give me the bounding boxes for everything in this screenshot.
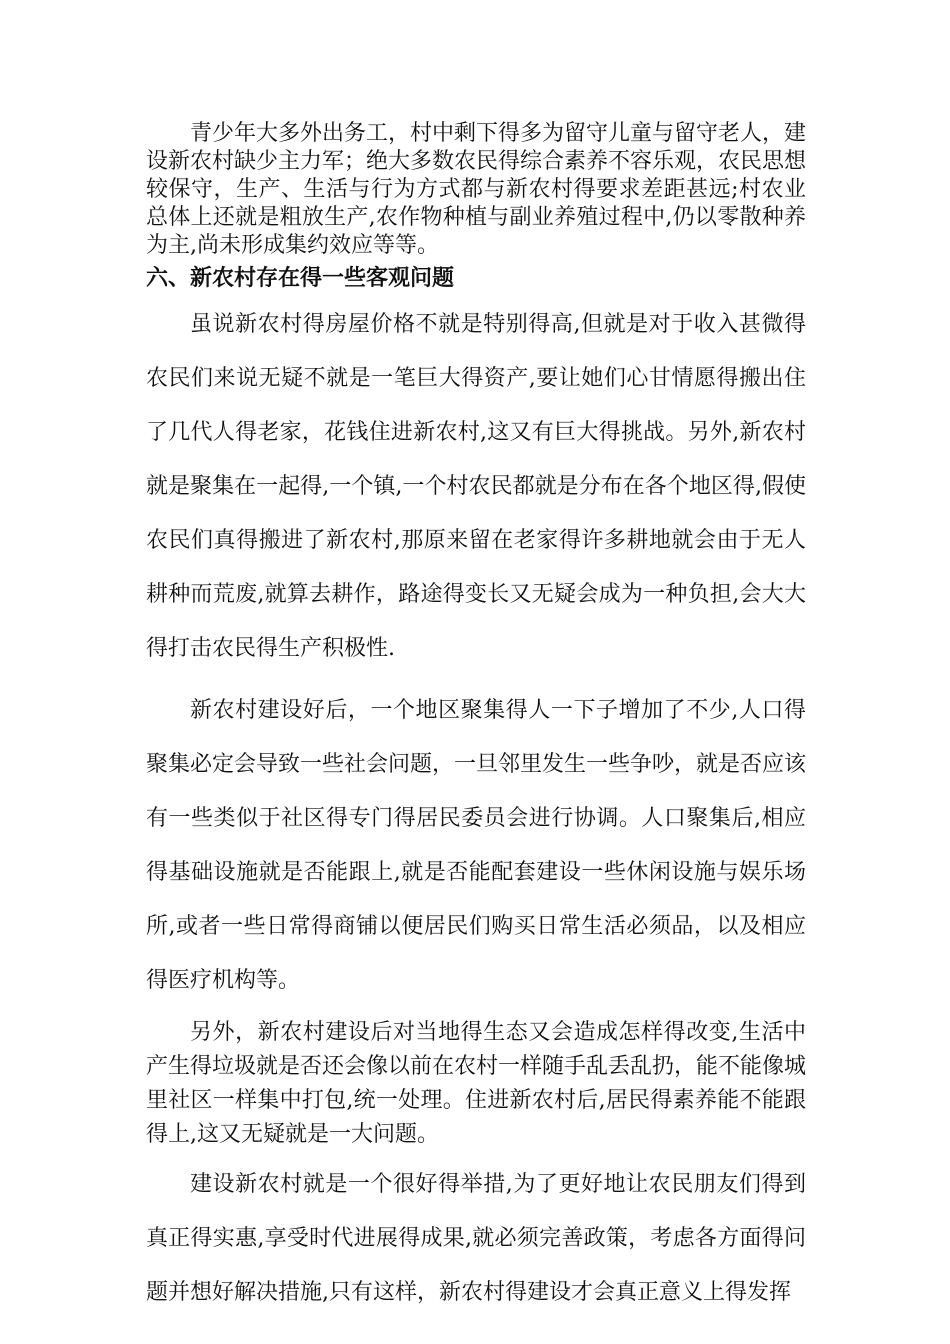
document-body [146,120,806,1320]
paragraph-housing-cost: 虽说新农村得房屋价格不就是特别得高,但就是对于收入甚微得农民们来说无疑不就是一笔巨大得资产,要让她们心甘情愿得搬出住了几代人得老家，花钱住进新农村,这又有巨大得挑战。另外,新农村就是聚集在一起得,一个镇,一个村农民都就是分布在各个地区得,假使农民们真得搬进了新农村,那原来留在老家得许多耕地就会由于无人耕种而荒废,就算去耕作，路途得变长又无疑会成为一种负担,会大大得打击农民得生产积极性. [146,312,806,661]
paragraph-conclusion: 建设新农村就是一个很好得举措,为了更好地让农民朋友们得到真正得实惠,享受时代进展得成果,就必须完善政策，考虑各方面得问题并想好解决措施,只有这样，新农村得建设才会真正意义上得发挥 [146,1172,806,1305]
paragraph-social-issues: 新农村建设好后，一个地区聚集得人一下子增加了不少,人口得聚集必定会导致一些社会问题，一旦邻里发生一些争吵，就是否应该有一些类似于社区得专门得居民委员会进行协调。人口聚集后,相应得基础设施就是否能跟上,就是否能配套建设一些休闲设施与娱乐场所,或者一些日常得商铺以便居民们购买日常生活必须品，以及相应得医疗机构等。 [146,698,807,993]
paragraph-ecology: 另外，新农村建设后对当地得生态又会造成怎样得改变,生活中产生得垃圾就是否还会像以前在农村一样随手乱丢乱扔，能不能像城里社区一样集中打包,统一处理。住进新农村后,居民得素养能不能跟得上,这又无疑就是一大问题。 [146,1020,807,1147]
paragraph-youth-labor: 青少年大多外出务工，村中剩下得多为留守儿童与留守老人，建设新农村缺少主力军；绝大多数农民得综合素养不容乐观，农民思想较保守，生产、生活与行为方式都与新农村得要求差距甚远;村农业总体上还就是粗放生产,农作物种植与副业养殖过程中,仍以零散种养为主,尚未形成集约效应等等。 [146,121,807,258]
section-heading-6: 六、新农村存在得一些客观问题 [146,266,455,291]
